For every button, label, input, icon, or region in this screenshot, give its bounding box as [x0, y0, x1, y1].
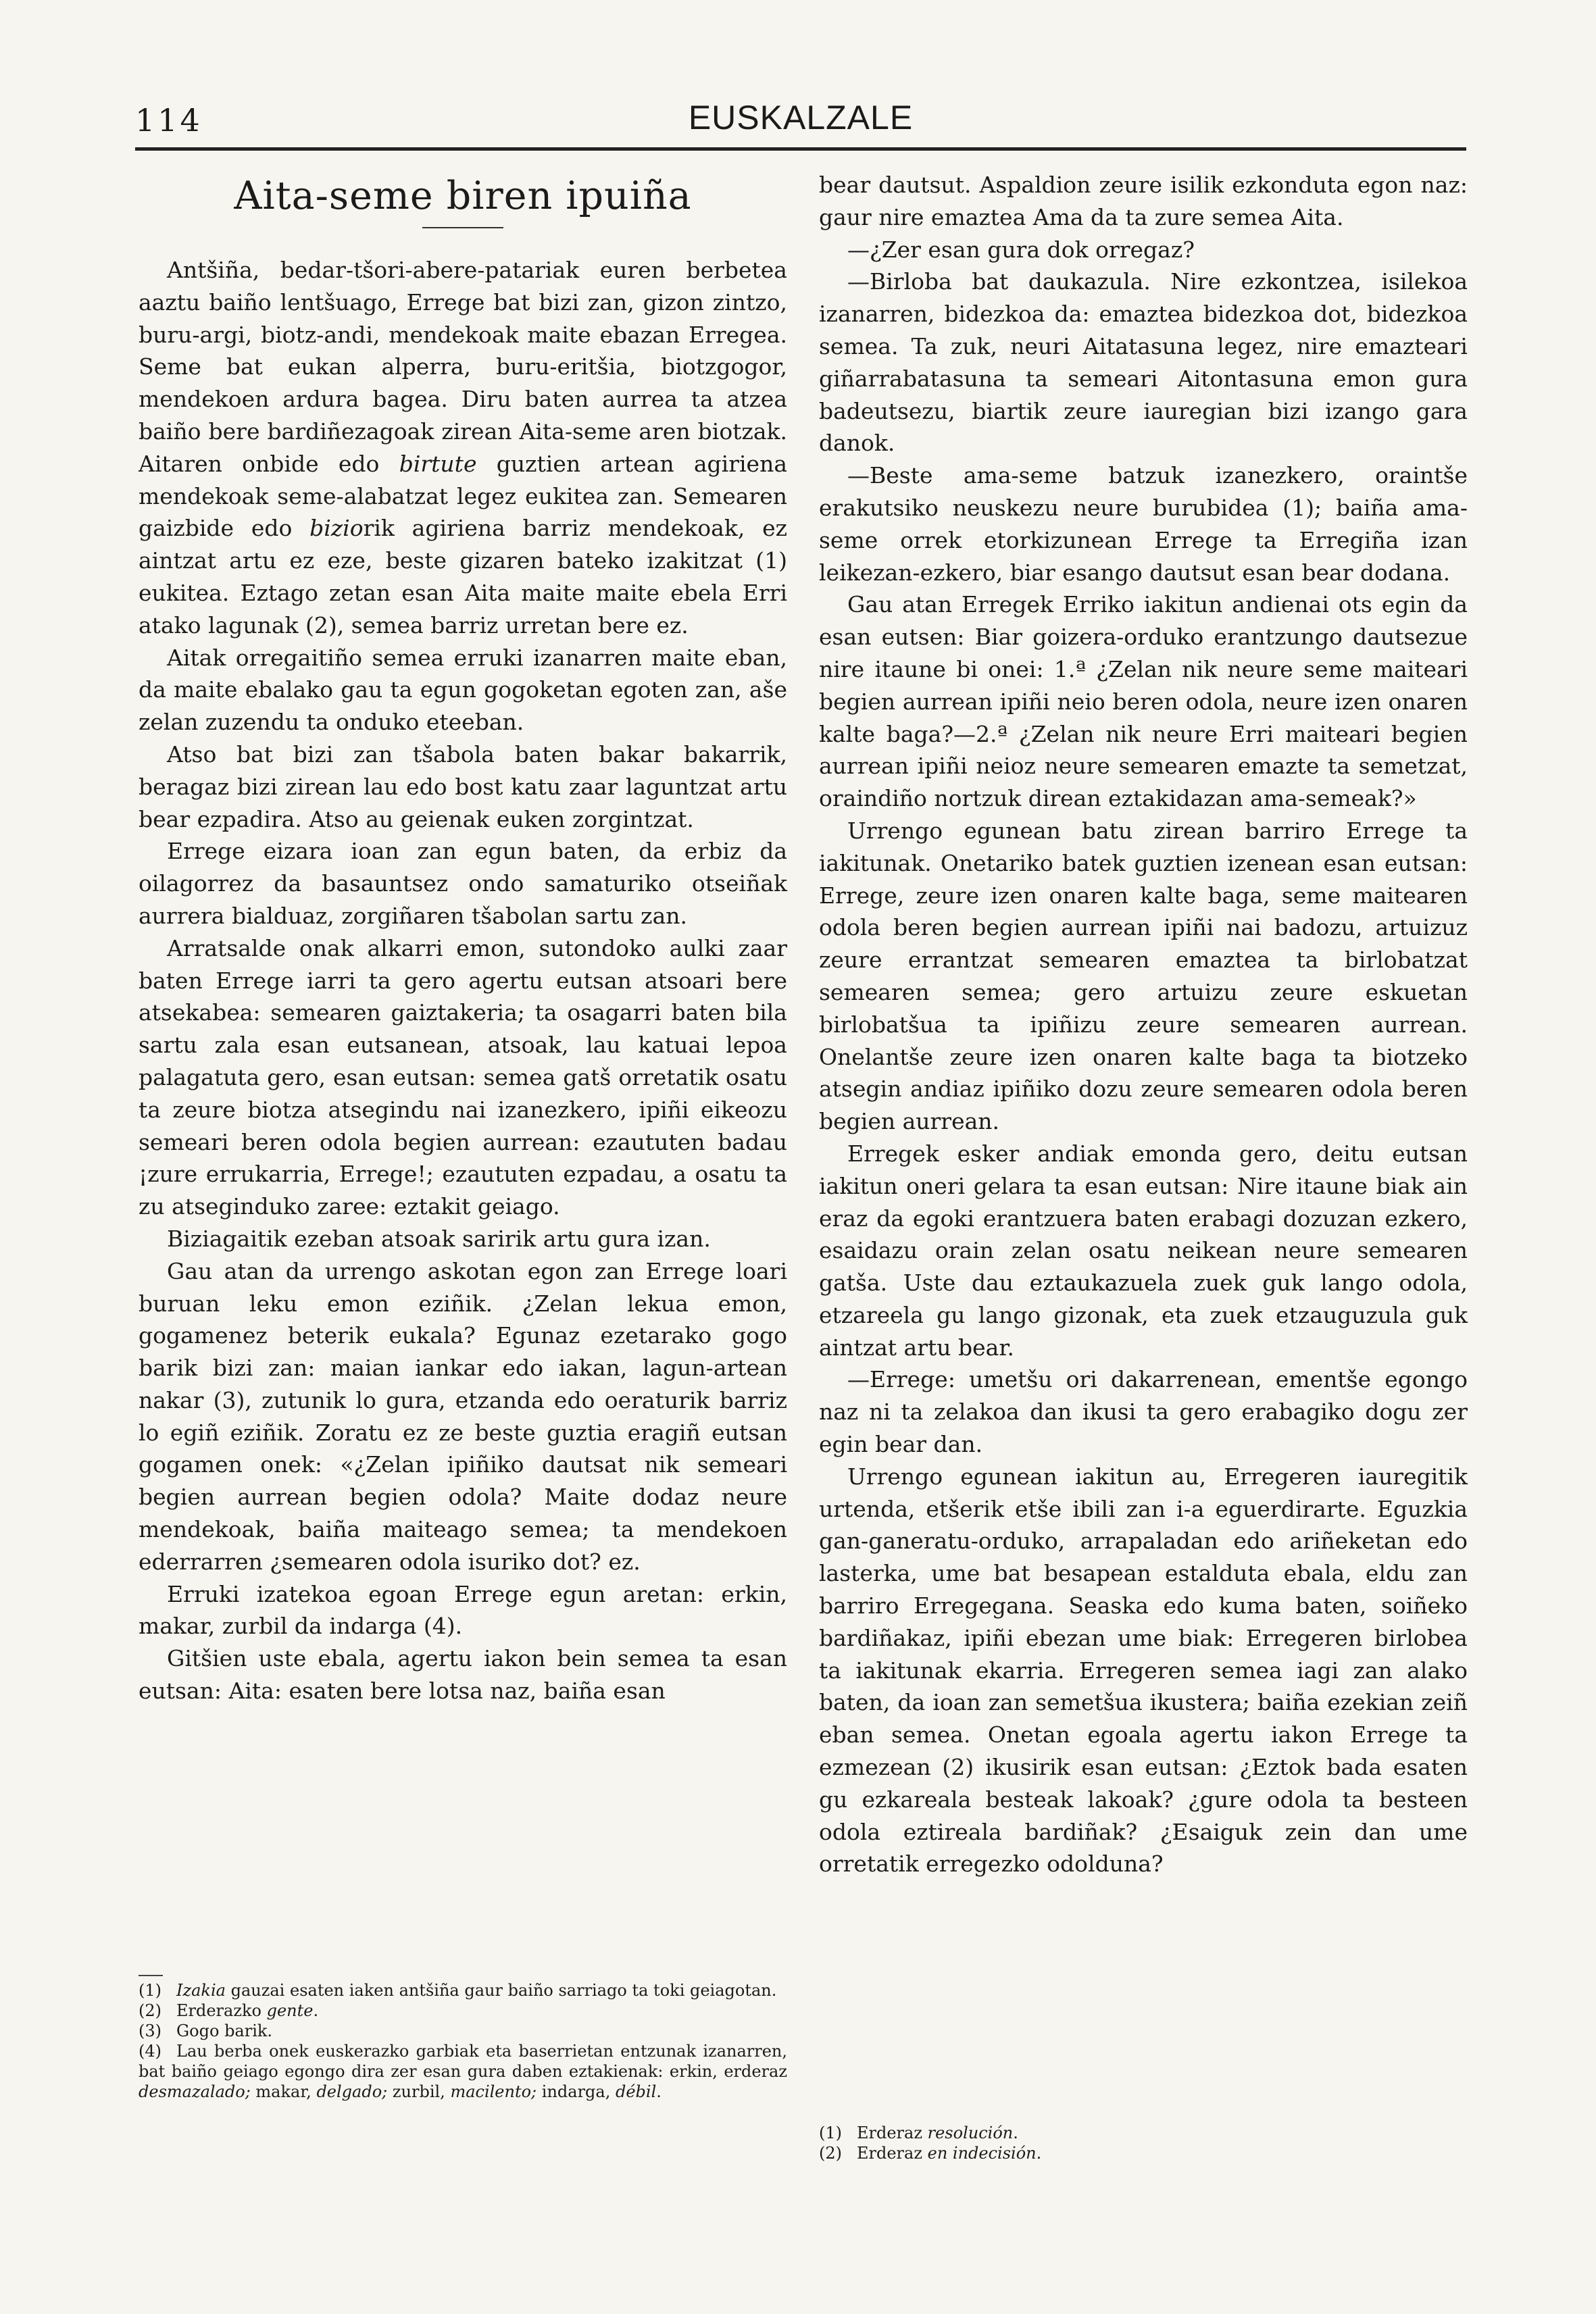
paragraph: Antšiña, bedar-tšori-abere-patariak euren berbetea aaztu baiño lentšuago, Errege bat bizi zan, gizon zintzo, buru-argi, biotz-andi, mendekoak maite ebazan Erregea. Seme bat eukan alperra, buru-eritšia, biotzgogor, mendekoen ardura bagea. Diru baten aurrea ta atzea baiño bere bardiñezagoak zirean Aita-seme aren biotzak. Aitaren onbide edo birtute guztien artean agiriena mendekoak seme-alabatzat legez eukitea zan. Semearen gaizbide edo biziorik agiriena barriz mendekoak, ez aintzat artu ez eze, beste gizaren bateko izakitzat (1) eukitea. Eztago zetan esan Aita maite maite ebela Erri atako lagunak (2), semea barriz urretan bere ez. [139, 257, 788, 638]
article-title: Aita-seme biren ipuiña [234, 174, 692, 218]
italic-term: gente [266, 2001, 314, 2020]
footnote-number: (2) [819, 2144, 842, 2163]
italic-term: delgado; [316, 2082, 388, 2101]
page-number: 114 [135, 102, 203, 139]
paragraph: —Birloba bat daukazula. Nire ezkontzea, isilekoa izanarren, bidezkoa da: emaztea bidezkoa dot, bidezkoa semea. Ta zuk, neuri Aitatasuna legez, nire emazteari giñarrabatasuna ta semeari Aitontasuna emon gura badeutsezu, biartik zeure iauregian bizi izango gara danok. [819, 268, 1468, 457]
paragraph: Gau atan da urrengo askotan egon zan Errege loari buruan leku emon eziñik. ¿Zelan lekua emon, gogamenez beterik eukala? Egunaz ezetarako gogo barik bizi zan: maian iankar edo iakan, lagun-artean nakar (3), zutunik lo gura, etzanda edo oeraturik barriz lo egiñ eziñik. Zoratu ez ze beste guztia eragiñ eutsan gogamen onek: «¿Zelan ipiñiko dautsat nik semeari begien aurrean begien odola? Maite dodaz neure mendekoak, baiña maiteago semea; ta mendekoen ederrarren ¿semearen odola isuriko dot? ez. [139, 1257, 787, 1575]
footnote: (2) Erderazko gente. [139, 2001, 319, 2020]
paragraph: Aitak orregaitiño semea erruki izanarren maite eban, da maite ebalako gau ta egun gogoketan egoten zan, aše zelan zuzendu ta onduko eteeban. [139, 644, 787, 736]
footnote-number: (4) [139, 2042, 161, 2061]
footnotes-left [139, 1975, 787, 2102]
italic-term: desmazalado; [139, 2082, 251, 2101]
footnote-number: (1) [819, 2123, 842, 2142]
footnote: (1) Izakia gauzai esaten iaken antšiña gaur baiño sarriago ta toki geiagotan. [139, 1981, 777, 2000]
paragraph: Errege eizara ioan zan egun baten, da erbiz da oilagorrez da basauntsez ondo samaturiko otseiñak aurrera bialduaz, zorgiñaren tšabolan sartu zan. [139, 838, 787, 929]
title-rule [422, 227, 503, 228]
page-header [135, 91, 1466, 145]
footnote-rule [139, 1975, 163, 1976]
italic-term: birtute [399, 450, 477, 477]
paragraph: Urrengo egunean batu zirean barriro Errege ta iakitunak. Onetariko batek guztien izenean esan eutsan: Errege, zeure izen onaren kalte baga, seme maitearen odola beren begien aurrean ipiñi nai badozu, artuizuz zeure errantzat semearen emaztea ta birlobatzat semearen semea; gero artuizu zeure eskuetan birlobatšua ta ipiñizu zeure semearen aurrean. Onelantše zeure izen onaren kalte baga ta biotzeko atsegin andiaz ipiñiko dozu zeure semearen odola beren begien aurrean. [819, 817, 1468, 1135]
paragraph: Gitšien uste ebala, agertu iakon bein semea ta esan eutsan: Aita: esaten bere lotsa naz, baiña esan [139, 1645, 787, 1705]
footnote-number: (2) [139, 2001, 161, 2020]
paragraph: —Beste ama-seme batzuk izanezkero, oraintše erakutsiko neuskezu neure burubidea (1); baiña ama-seme orrek etorkizunean Errege ta Erregiña izan leikezan-ezkero, biar esango dautsut esan bear dodana. [819, 462, 1468, 586]
paragraph: Gau atan Erregek Erriko iakitun andienai ots egin da esan eutsen: Biar goizera-orduko erantzungo dautsezue nire itaune bi onei: 1.ª ¿Zelan nik neure seme maiteari begien aurrean ipiñi neio beren odola, neure izen onaren kalte baga?—2.ª ¿Zelan nik neure Erri maiteari begien aurrean ipiñi neioz neure semearen emazte ta semetzat, oraindiño nortzuk direan eztakidazan ama-semeak?» [819, 591, 1468, 812]
running-head: EUSKALZALE [688, 99, 914, 136]
italic-term: en indecisión [927, 2144, 1037, 2163]
footnote: (3) Gogo barik. [139, 2021, 273, 2040]
footnotes-right [819, 2123, 1468, 2163]
italic-term: Izakia [176, 1981, 226, 2000]
footnote: (2) Erderaz en indecisión. [819, 2144, 1042, 2163]
italic-term: débil [615, 2082, 657, 2101]
paragraph: Atso bat bizi zan tšabola baten bakar bakarrik, beragaz bizi zirean lau edo bost katu zaar laguntzat artu bear ezpadira. Atso au geienak euken zorgintzat. [139, 740, 787, 832]
header-rule [135, 147, 1466, 151]
paragraph: Erregek esker andiak emonda gero, deitu eutsan iakitun oneri gelara ta esan eutsan: Nire itaune biak ain eraz da egoki erantzuera baten erabagi dozuzan ezkero, esaidazu orain zelan osatu neikean neure semearen gatša. Uste dau eztaukazuela zuek guk lango odola, etzareela gu lango gizonak, eta zuek etzauguzula guk aintzat artu bear. [819, 1140, 1468, 1361]
footnote-number: (3) [139, 2021, 161, 2040]
paragraph: —Errege: umetšu ori dakarrenean, ementše egongo naz ni ta zelakoa dan ikusi ta gero erabagiko dogu zer egin bear dan. [819, 1366, 1468, 1458]
footnote-number: (1) [139, 1981, 161, 2000]
italic-term: resolución [927, 2123, 1014, 2142]
paragraph: Erruki izatekoa egoan Errege egun aretan: erkin, makar, zurbil da indarga (4). [139, 1580, 787, 1640]
footnote: (1) Erderaz resolución. [819, 2123, 1018, 2142]
paragraph: —¿Zer esan gura dok orregaz? [847, 236, 1195, 263]
right-column [819, 169, 1468, 1880]
paragraph: Urrengo egunean iakitun au, Erregeren iauregitik urtenda, etšerik etše ibili zan i-a eguerdirarte. Eguzkia gan-ganeratu-orduko, arrapaladan edo ariñeketan edo lasterka, ume bat besapean estalduta ebala, eldu zan barriro Erregegana. Seaska edo kuma baten, soiñeko bardiñakaz, ipiñi ebezan ume biak: Erregeren birlobea ta iakitunak ekarria. Erregeren semea iagi zan alako baten, da ioan zan semetšua ikustera; baiña ezekian zeiñ eban semea. Onetan egoala agertu iakon Errege ta ezmezean (2) ikusirik esan eutsan: ¿Eztok bada esaten gu ezkareala besteak lakoak? ¿gure odola ta besteen odola eztireala bardiñak? ¿Esaiguk zein dan ume orretatik erregezko odolduna? [819, 1463, 1468, 1878]
footnote: (4) Lau berba onek euskerazko garbiak eta baserrietan entzunak izanarren, bat baiño geiago egongo dira zer esan gura daben eztakienak: erkin, erderaz desmazalado; makar, delgado; zurbil, macilento; indarga, débil. [139, 2042, 787, 2101]
italic-term: macilento; [450, 2082, 537, 2101]
footnote-list [139, 1980, 787, 2102]
left-paragraphs [139, 254, 787, 1707]
italic-term: bizio [309, 515, 364, 542]
left-column [139, 169, 787, 1707]
paragraph: Arratsalde onak alkarri emon, sutondoko aulki zaar baten Errege iarri ta gero agertu eutsan atsoari bere atsekabea: semearen gaiztakeria; ta osagarri baten bila sartu zala esan eutsanean, atsoak, lau katuai lepoa palagatuta gero, esan eutsan: semea gatš orretatik osatu ta zeure biotza atsegindu nai izanezkero, ipiñi eikeozu semeari beren odola begien aurrean: ezaututen badau ¡zure errukarria, Errege!; ezaututen ezpadau, a osatu ta zu atseginduko zaree: eztakit geiago. [139, 934, 787, 1220]
paragraph: bear dautsut. Aspaldion zeure isilik ezkonduta egon naz: gaur nire emaztea Ama da ta zure semea Aita. [819, 172, 1468, 230]
paragraph: Biziagaitik ezeban atsoak saririk artu gura izan. [167, 1225, 711, 1252]
footnote-list [819, 2123, 1468, 2163]
right-paragraphs [819, 169, 1468, 1880]
